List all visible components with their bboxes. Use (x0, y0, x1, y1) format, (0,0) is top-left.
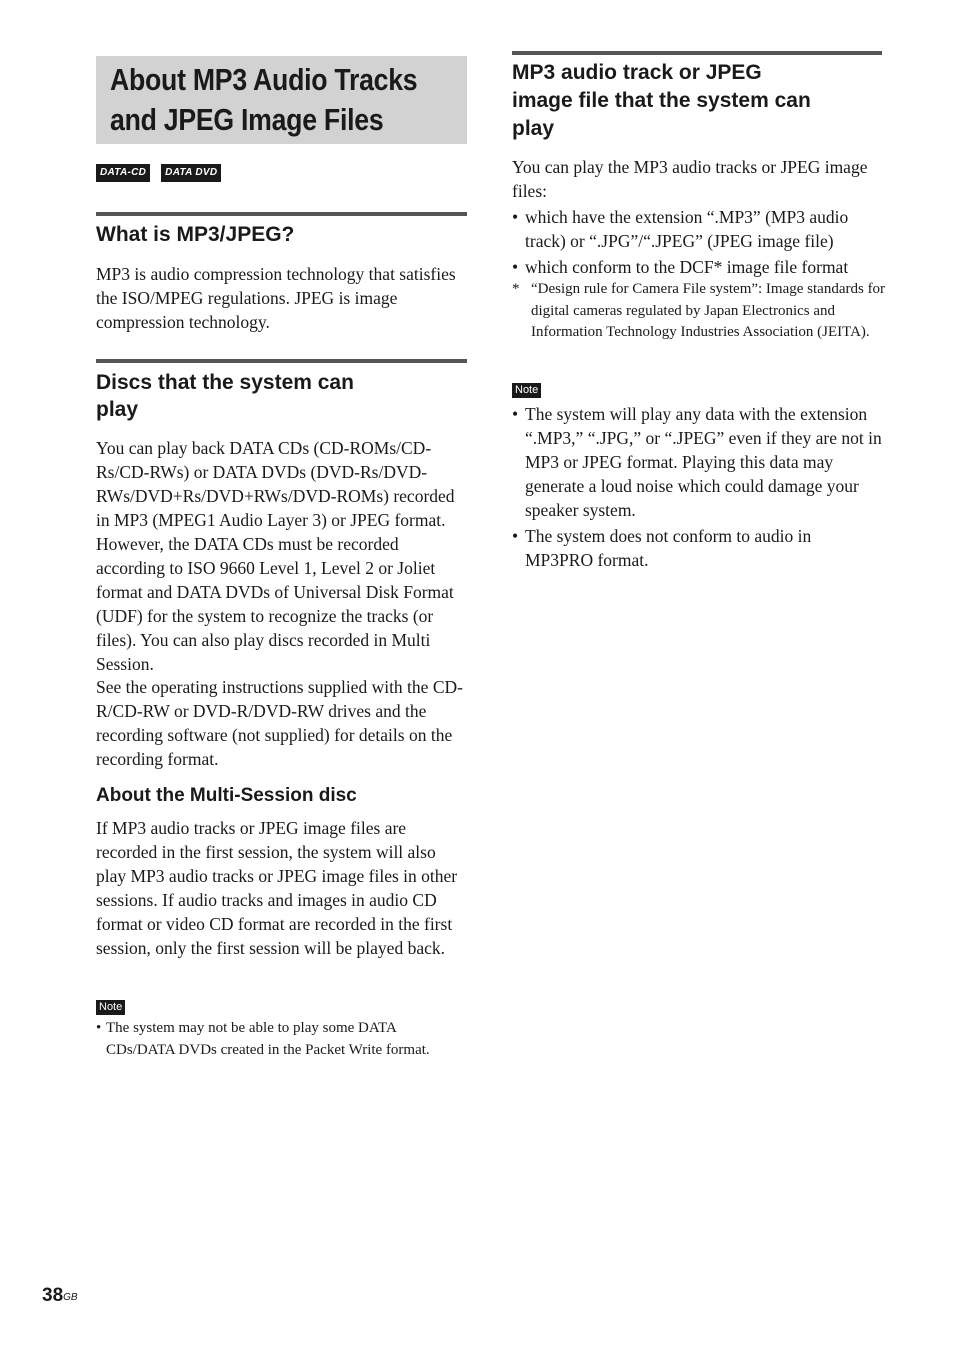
criteria-item-extension: • which have the extension “.MP3” (MP3 audio track) or “.JPG”/“.JPEG” (JPEG image file) (512, 205, 884, 253)
section-body-discs-2: See the operating instructions supplied with the CD-R/CD-RW or DVD-R/DVD-RW drives and the recording software (not supplied) for details on the recording format. (96, 677, 463, 769)
section-body-discs-1: You can play back DATA CDs (CD-ROMs/CD-Rs/CD-RWs) or DATA DVDs (DVD-Rs/DVD-RWs/DVD+Rs/DVD+RWs/DVD-ROMs) recorded in MP3 (MPEG1 Audio Layer 3) or JPEG format. However, the DATA CDs must be recorded according to ISO 9660 Level 1, Level 2 or Joliet format and DATA DVDs of Universal Disk Format (UDF) for the system to recognize the tracks (or files). You can also play discs recorded in Multi Session. (96, 438, 455, 674)
subsection-heading-multisession: About the Multi-Session disc (96, 785, 357, 806)
subsection-body-multisession: If MP3 audio tracks or JPEG image files are recorded in the first session, the system will also play MP3 audio tracks or JPEG image files in other sessions. If audio tracks and images in audio CD format or video CD format are recorded in the first session, only the first session will be played back. (96, 818, 458, 958)
note-item: • The system may not be able to play some DATA CDs/DATA DVDs created in the Packet Write format. (96, 1018, 456, 1061)
section-heading-discs-line-2: play (96, 398, 139, 421)
section-body-what-is: MP3 is audio compression technology that satisfies the ISO/MPEG regulations. JPEG is image compression technology. (96, 264, 456, 332)
page-number (42, 1284, 78, 1308)
footnote (512, 279, 886, 369)
criteria-item-dcf: • which conform to the DCF* image file format (512, 255, 884, 279)
section-divider (512, 51, 882, 55)
playable-criteria-list (512, 205, 884, 281)
note-list-right (512, 402, 882, 574)
page-title-box (96, 56, 467, 144)
page-number-suffix: GB (63, 1292, 78, 1303)
data-cd-badge: DATA-CD (96, 164, 150, 182)
section-heading-playable-line-2: image file that the system can (512, 89, 811, 112)
section-heading-discs-line-1: Discs that the system can (96, 371, 354, 394)
note-item: • The system will play any data with the extension “.MP3,” “.JPG,” or “.JPEG” even if they are not in MP3 or JPEG format. Playing this data may generate a loud noise which could damage your speaker system. (512, 402, 882, 522)
section-heading-playable-line-3: play (512, 117, 555, 140)
note-list-left (96, 1018, 456, 1061)
section-heading-what-is: What is MP3/JPEG? (96, 223, 295, 246)
note-item: • The system does not conform to audio in MP3PRO format. (512, 524, 882, 572)
section-heading-playable-line-1: MP3 audio track or JPEG (512, 61, 762, 84)
data-dvd-badge: DATA DVD (161, 164, 221, 182)
section-heading-discs (96, 369, 467, 423)
disc-type-badges (96, 164, 221, 182)
section-heading-playable (512, 59, 882, 143)
page-title-line-2: and JPEG Image Files (110, 102, 384, 137)
page-number-value: 38 (42, 1285, 64, 1306)
footnote-text: “Design rule for Camera File system”: Image standards for digital cameras regulated by Japan Electronics and Information Technology Industries Association (JEITA). (531, 281, 886, 340)
note-label: Note (512, 383, 541, 398)
footnote-mark: * (512, 281, 520, 297)
section-intro-playable: You can play the MP3 audio tracks or JPEG image files: (512, 157, 868, 201)
section-divider (96, 212, 467, 216)
section-divider (96, 359, 467, 363)
page-title-line-1: About MP3 Audio Tracks (110, 62, 418, 97)
note-label: Note (96, 1000, 125, 1015)
